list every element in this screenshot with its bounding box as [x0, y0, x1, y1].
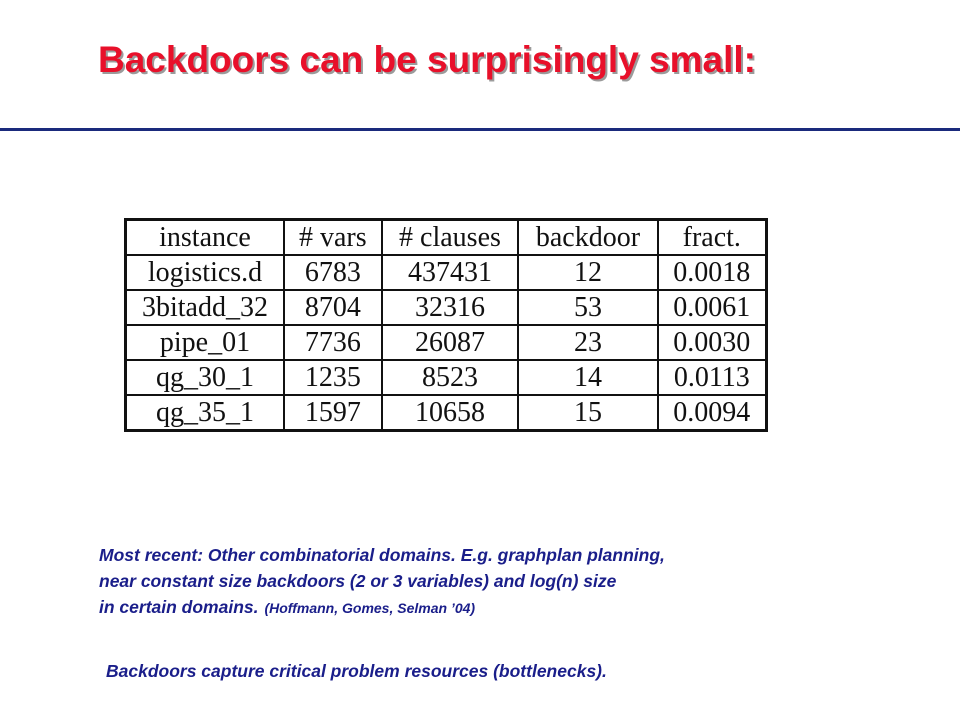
header-vars: # vars	[284, 220, 382, 256]
body-line-3	[99, 594, 919, 621]
cell-backdoor: 15	[518, 395, 657, 431]
cell-fraction: 0.0094	[658, 395, 767, 431]
header-instance: instance	[126, 220, 285, 256]
conclusion-text: Backdoors capture critical problem resources (bottlenecks).	[106, 661, 607, 681]
body-line-2: near constant size backdoors (2 or 3 variables) and log(n) size	[99, 571, 617, 591]
cell-clauses: 437431	[382, 255, 519, 290]
table-row	[126, 290, 767, 325]
cell-clauses: 8523	[382, 360, 519, 395]
cell-backdoor: 53	[518, 290, 657, 325]
header-clauses: # clauses	[382, 220, 519, 256]
cell-instance: qg_35_1	[126, 395, 285, 431]
body-line-3-text: in certain domains.	[99, 597, 259, 617]
table-row	[126, 325, 767, 360]
cell-vars: 7736	[284, 325, 382, 360]
backdoor-table	[124, 218, 768, 432]
cell-vars: 1597	[284, 395, 382, 431]
cell-backdoor: 23	[518, 325, 657, 360]
cell-backdoor: 14	[518, 360, 657, 395]
cell-clauses: 26087	[382, 325, 519, 360]
table-header-row	[126, 220, 767, 256]
cell-instance: 3bitadd_32	[126, 290, 285, 325]
cell-fraction: 0.0018	[658, 255, 767, 290]
cell-instance: qg_30_1	[126, 360, 285, 395]
cell-vars: 8704	[284, 290, 382, 325]
body-line-1: Most recent: Other combinatorial domains. E.g. graphplan planning,	[99, 545, 665, 565]
table-row	[126, 255, 767, 290]
cell-vars: 6783	[284, 255, 382, 290]
table-row	[126, 395, 767, 431]
cell-fraction: 0.0061	[658, 290, 767, 325]
header-fraction: fract.	[658, 220, 767, 256]
table-row	[126, 360, 767, 395]
cell-fraction: 0.0030	[658, 325, 767, 360]
cell-clauses: 32316	[382, 290, 519, 325]
cell-fraction: 0.0113	[658, 360, 767, 395]
header-backdoor: backdoor	[518, 220, 657, 256]
cell-vars: 1235	[284, 360, 382, 395]
cell-instance: pipe_01	[126, 325, 285, 360]
cell-clauses: 10658	[382, 395, 519, 431]
cell-backdoor: 12	[518, 255, 657, 290]
citation: (Hoffmann, Gomes, Selman ’04)	[264, 600, 476, 616]
body-text	[99, 542, 919, 621]
title-divider	[0, 128, 960, 131]
cell-instance: logistics.d	[126, 255, 285, 290]
slide-title: Backdoors can be surprisingly small:	[98, 39, 756, 80]
